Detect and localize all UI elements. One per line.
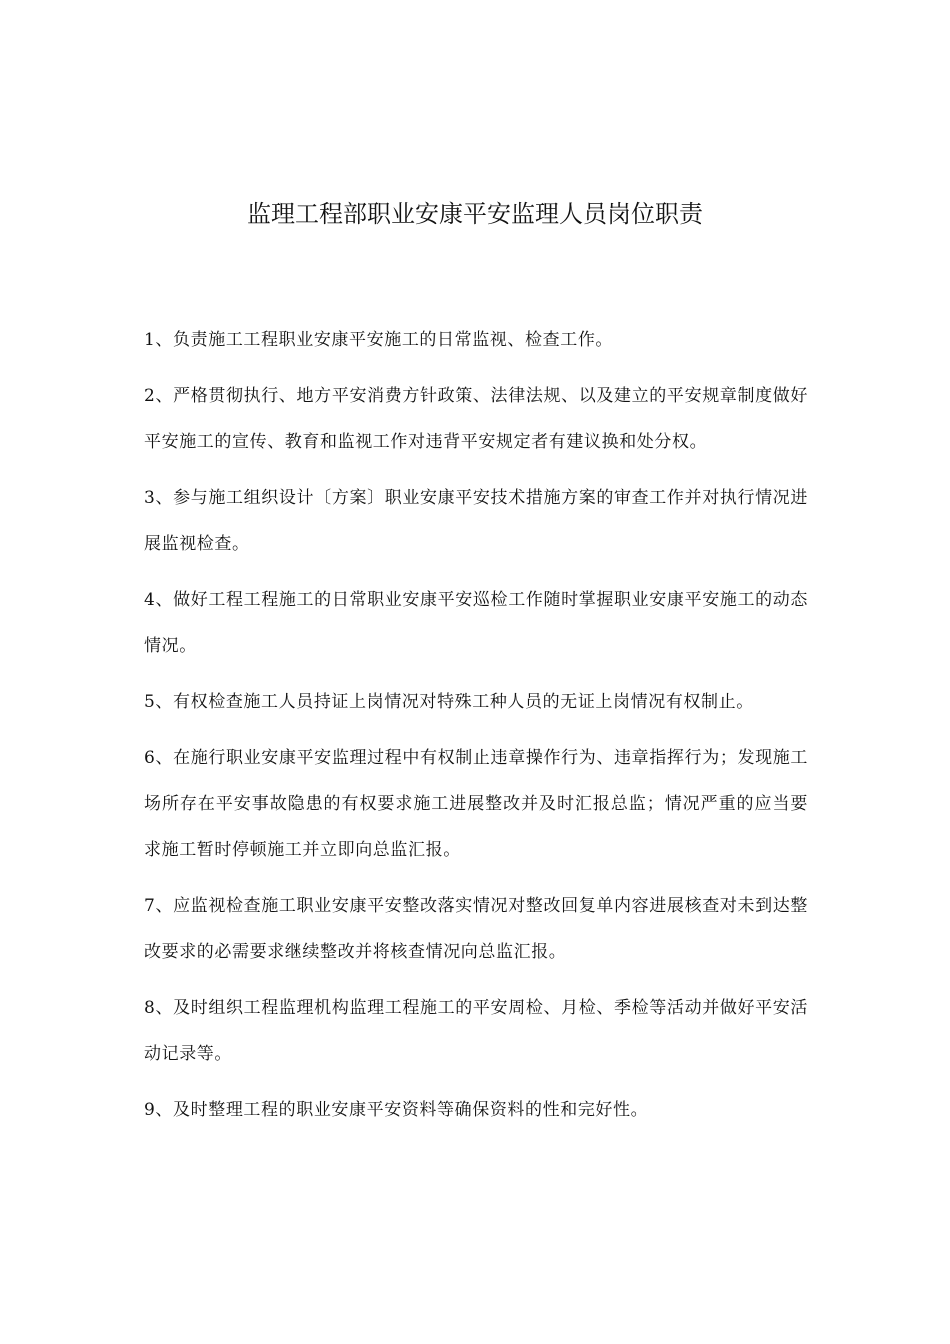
- duty-item-1: 1、负责施工工程职业安康平安施工的日常监视、检查工作。: [144, 330, 614, 350]
- duty-item-7: 7、应监视检查施工职业安康平安整改落实情况对整改回复单内容进展核查对未到达整改要求的必需要求继续整改并将核查情况向总监汇报。: [144, 896, 808, 962]
- duty-item-9: 9、及时整理工程的职业安康平安资料等确保资料的性和完好性。: [144, 1100, 649, 1120]
- duty-list: [144, 317, 808, 1143]
- duty-item-6: 6、在施行职业安康平安监理过程中有权制止违章操作行为、违章指挥行为；发现施工场所存在平安事故隐患的有权要求施工进展整改并及时汇报总监；情况严重的应当要求施工暂时停顿施工并立即向总监汇报。: [144, 748, 808, 860]
- document-title: 监理工程部职业安康平安监理人员岗位职责: [247, 200, 703, 228]
- duty-item-5: 5、有权检查施工人员持证上岗情况对特殊工种人员的无证上岗情况有权制止。: [144, 692, 754, 712]
- duty-item-2: 2、严格贯彻执行、地方平安消费方针政策、法律法规、以及建立的平安规章制度做好平安施工的宣传、教育和监视工作对违背平安规定者有建议换和处分权。: [144, 386, 808, 452]
- duty-item-8: 8、及时组织工程监理机构监理工程施工的平安周检、月检、季检等活动并做好平安活动记录等。: [144, 998, 808, 1064]
- duty-item-3: 3、参与施工组织设计〔方案〕职业安康平安技术措施方案的审查工作并对执行情况进展监视检查。: [144, 488, 808, 554]
- duty-item-4: 4、做好工程工程施工的日常职业安康平安巡检工作随时掌握职业安康平安施工的动态情况。: [144, 590, 808, 656]
